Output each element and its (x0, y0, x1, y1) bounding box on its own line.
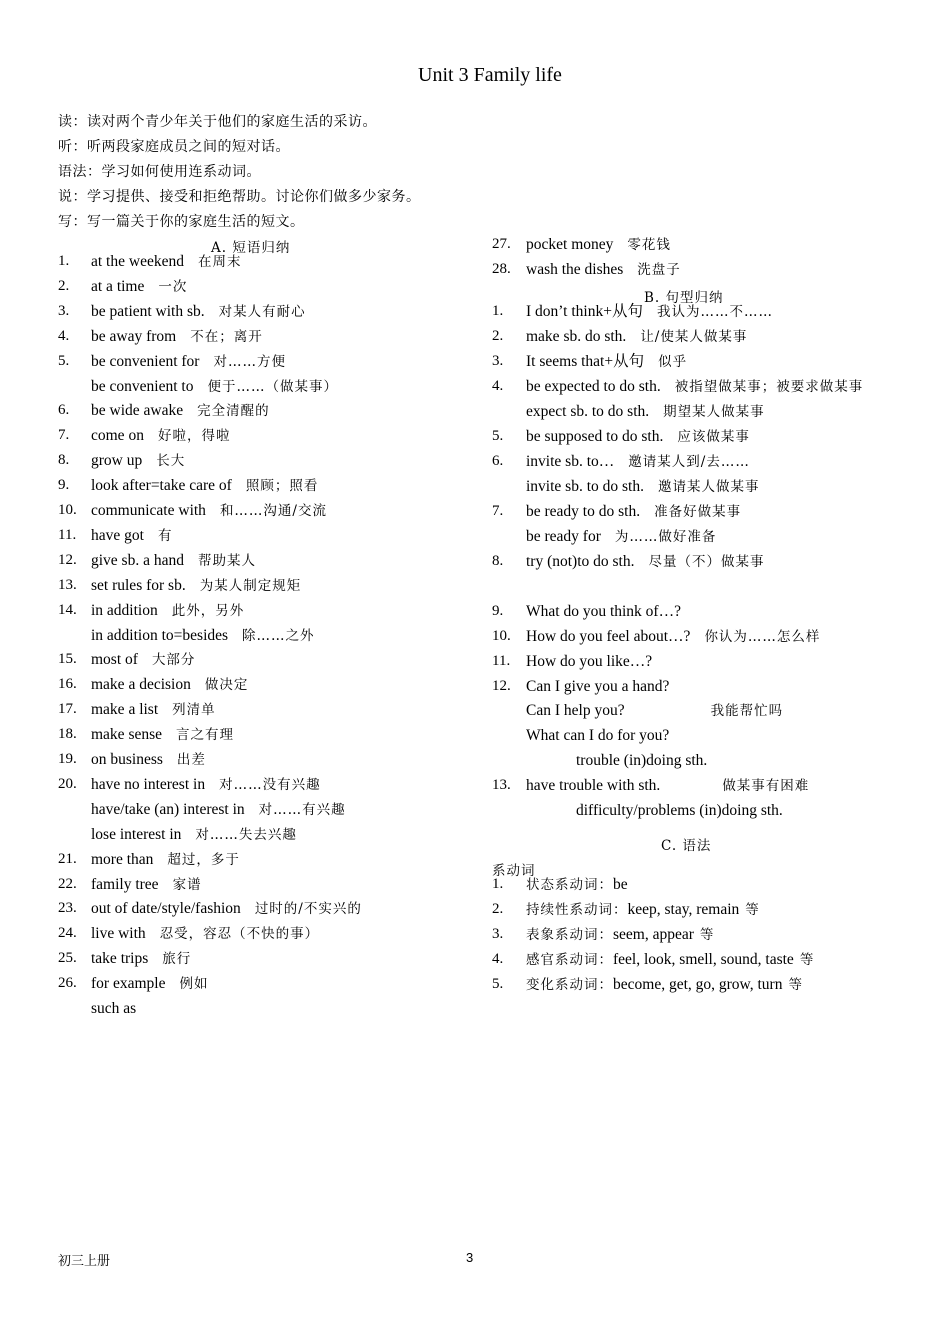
list-item (58, 501, 327, 520)
english-phrase: be patient with sb. (91, 302, 205, 320)
list-item (58, 725, 234, 744)
list-item (58, 626, 315, 645)
chinese-meaning: 帮助某人 (197, 552, 256, 569)
list-item (58, 352, 286, 371)
chinese-meaning: 我认为……不…… (656, 304, 773, 320)
chinese-meaning: 一次 (158, 278, 188, 295)
chinese-meaning: 邀请某人做某事 (657, 479, 760, 495)
etc-suffix: 等 (788, 976, 803, 993)
verb-examples: become, get, go, grow, turn (613, 975, 783, 993)
verb-category: 变化系动词： (526, 976, 613, 993)
list-item (58, 302, 306, 321)
list-item (58, 700, 216, 719)
english-phrase: be wide awake (91, 402, 184, 420)
chinese-meaning: 不在；离开 (190, 328, 263, 345)
item-number: 4. (492, 950, 504, 967)
english-phrase: in addition to=besides (91, 626, 229, 644)
chinese-meaning: 邀请某人到/去…… (628, 454, 750, 470)
english-phrase: I don’t think+从句 (526, 303, 643, 320)
english-phrase: take trips (91, 950, 149, 968)
item-number: 7. (492, 503, 504, 519)
verb-examples: seem, appear (613, 925, 694, 943)
list-item (492, 801, 797, 820)
english-phrase: come on (91, 427, 144, 445)
section-b-heading: B. 句型归纳 (644, 290, 724, 306)
list-item (58, 949, 191, 968)
chinese-meaning: 应该做某事 (677, 429, 750, 445)
english-phrase: most of (91, 651, 138, 669)
chinese-meaning: 此外，另外 (171, 602, 245, 619)
english-phrase: at the weekend (91, 253, 184, 270)
english-phrase: more than (91, 850, 154, 868)
list-item (58, 576, 301, 595)
english-phrase: trouble (in)doing sth. (576, 752, 708, 769)
list-item (58, 526, 172, 545)
item-number: 16. (58, 676, 77, 693)
chinese-meaning: 我能帮忙吗 (710, 703, 784, 719)
chinese-meaning: 出差 (176, 752, 206, 768)
list-item (492, 260, 681, 279)
verb-category: 持续性系动词： (526, 901, 628, 918)
english-phrase: difficulty/problems (in)doing sth. (576, 802, 783, 819)
list-item (492, 327, 747, 346)
chinese-meaning: 有 (157, 527, 173, 544)
item-number: 13. (492, 777, 511, 793)
english-phrase: live with (91, 925, 146, 943)
intro-speak: 说：学习提供、接受和拒绝帮助。讨论你们做多少家务。 (58, 189, 421, 205)
english-phrase: invite sb. to do sth. (526, 478, 644, 495)
list-item (492, 627, 820, 646)
list-item (492, 652, 666, 671)
english-phrase: expect sb. to do sth. (526, 403, 650, 420)
item-number: 1. (58, 253, 70, 269)
item-number: 15. (58, 651, 77, 668)
list-item (492, 726, 683, 745)
list-item (492, 302, 773, 321)
chinese-meaning: 为……做好准备 (614, 529, 717, 545)
chinese-meaning: 在周末 (197, 254, 242, 270)
english-phrase: be ready for (526, 528, 601, 545)
english-phrase: be expected to do sth. (526, 378, 661, 395)
english-phrase: such as (91, 1000, 137, 1017)
item-number: 11. (58, 526, 77, 543)
list-item (58, 327, 263, 346)
chinese-meaning: 大部分 (151, 652, 196, 669)
chinese-meaning: 除……之外 (242, 627, 315, 644)
item-number: 28. (492, 261, 511, 277)
item-number: 12. (492, 678, 511, 694)
english-phrase: How do you feel about…? (526, 628, 691, 645)
item-number: 13. (58, 576, 77, 593)
chinese-meaning: 言之有理 (176, 727, 235, 744)
chinese-meaning: 家谱 (172, 876, 202, 893)
etc-suffix: 等 (699, 926, 715, 943)
item-number: 3. (492, 925, 504, 942)
chinese-meaning: 和……沟通/交流 (219, 503, 327, 519)
english-phrase: Can I help you? (526, 702, 625, 719)
list-item (58, 650, 195, 669)
verb-examples: keep, stay, remain (627, 900, 740, 918)
list-item (58, 875, 202, 894)
chinese-meaning: 对……没有兴趣 (219, 776, 321, 793)
english-phrase: It seems that+从句 (526, 353, 645, 370)
list-item (58, 800, 346, 819)
item-number: 1. (492, 303, 504, 319)
list-item (492, 352, 687, 371)
list-item (58, 601, 244, 620)
english-phrase: have got (91, 526, 144, 544)
page-number: 3 (466, 1250, 474, 1265)
item-number: 17. (58, 701, 77, 718)
list-item (58, 825, 297, 844)
english-phrase: invite sb. to… (526, 453, 615, 470)
item-number: 21. (58, 850, 77, 867)
list-item (492, 527, 716, 546)
english-phrase: Can I give you a hand? (526, 678, 670, 695)
english-phrase: What do you think of…? (526, 603, 681, 620)
list-item (492, 427, 750, 446)
english-phrase: at a time (91, 277, 145, 295)
english-phrase: give sb. a hand (91, 551, 184, 569)
english-phrase: out of date/style/fashion (91, 900, 241, 918)
chinese-meaning: 超过，多于 (167, 851, 240, 868)
english-phrase: look after=take care of (91, 477, 232, 495)
chinese-meaning: 便于……（做某事） (207, 378, 338, 395)
english-phrase: grow up (91, 452, 143, 470)
list-item (492, 751, 721, 770)
list-item (492, 925, 714, 944)
list-item (58, 277, 187, 296)
list-item (58, 675, 248, 694)
item-number: 3. (492, 353, 504, 369)
english-phrase: be away from (91, 327, 177, 345)
list-item (58, 451, 185, 470)
chinese-meaning: 长大 (156, 453, 186, 470)
linking-verb-label: 系动词 (492, 863, 536, 879)
chinese-meaning: 被指望做某事；被要求做某事 (674, 379, 864, 395)
english-phrase: on business (91, 751, 163, 768)
chinese-meaning: 尽量（不）做某事 (648, 554, 765, 570)
list-item (492, 900, 760, 919)
verb-examples: be (613, 876, 628, 893)
english-phrase: communicate with (91, 502, 206, 519)
list-item (58, 924, 319, 943)
english-phrase: be supposed to do sth. (526, 428, 664, 445)
item-number: 14. (58, 601, 77, 618)
etc-suffix: 等 (745, 901, 760, 918)
item-number: 27. (492, 236, 511, 252)
list-item (492, 502, 741, 521)
section-c-heading: C. 语法 (661, 838, 712, 854)
english-phrase: set rules for sb. (91, 576, 186, 594)
item-number: 23. (58, 900, 77, 917)
item-number: 6. (492, 453, 504, 469)
item-number: 2. (58, 277, 70, 294)
list-item (492, 701, 783, 720)
list-item (58, 426, 230, 445)
chinese-meaning: 洗盘子 (637, 262, 681, 278)
list-item (58, 999, 150, 1018)
chinese-meaning: 准备好做某事 (654, 504, 742, 520)
item-number: 22. (58, 875, 77, 892)
chinese-meaning: 对……有兴趣 (258, 801, 346, 818)
section-a-heading: A. 短语归纳 (211, 240, 291, 256)
item-number: 8. (492, 553, 504, 569)
page-title: Unit 3 Family life (418, 64, 562, 86)
intro-grammar: 语法：学习如何使用连系动词。 (58, 164, 261, 180)
list-item (492, 402, 765, 421)
item-number: 24. (58, 925, 77, 942)
item-number: 1. (492, 876, 504, 892)
list-item (492, 602, 695, 621)
english-phrase: make a list (91, 701, 159, 719)
intro-listen: 听：听两段家庭成员之间的短对话。 (58, 139, 290, 155)
list-item (492, 975, 803, 994)
verb-category: 感官系动词： (526, 951, 613, 968)
item-number: 5. (58, 352, 70, 369)
item-number: 8. (58, 452, 70, 469)
intro-read: 读：读对两个青少年关于他们的家庭生活的采访。 (58, 114, 377, 130)
item-number: 7. (58, 427, 70, 444)
list-item (58, 551, 256, 570)
item-number: 2. (492, 900, 504, 917)
item-number: 6. (58, 402, 70, 419)
chinese-meaning: 你认为……怎么样 (704, 629, 821, 645)
list-item (492, 452, 750, 471)
list-item (58, 899, 362, 918)
english-phrase: What can I do for you? (526, 727, 670, 744)
chinese-meaning: 做决定 (204, 677, 249, 694)
chinese-meaning: 似乎 (658, 354, 688, 370)
chinese-meaning: 对……失去兴趣 (195, 826, 297, 843)
item-number: 25. (58, 950, 77, 967)
chinese-meaning: 做某事有困难 (722, 778, 810, 794)
chinese-meaning: 期望某人做某事 (663, 404, 765, 420)
list-item (492, 552, 765, 571)
list-item (58, 476, 318, 495)
chinese-meaning: 例如 (179, 976, 209, 993)
item-number: 9. (492, 603, 504, 619)
chinese-meaning: 让/使某人做某事 (640, 329, 748, 345)
list-item (492, 477, 759, 496)
chinese-meaning: 完全清醒的 (197, 403, 270, 420)
list-item (492, 377, 863, 396)
footer-book-label: 初三上册 (58, 1254, 111, 1269)
english-phrase: family tree (91, 875, 159, 893)
list-item (58, 401, 270, 420)
list-item (58, 850, 240, 869)
item-number: 5. (492, 428, 504, 444)
list-item (492, 950, 814, 969)
english-phrase: be ready to do sth. (526, 503, 641, 520)
english-phrase: make a decision (91, 676, 191, 694)
list-item (492, 677, 683, 696)
english-phrase: wash the dishes (526, 261, 624, 278)
item-number: 26. (58, 975, 77, 992)
chinese-meaning: 列清单 (172, 702, 216, 719)
verb-examples: feel, look, smell, sound, taste (613, 950, 794, 968)
list-item (492, 776, 809, 795)
item-number: 2. (492, 328, 504, 344)
english-phrase: lose interest in (91, 825, 182, 843)
list-item (58, 974, 208, 993)
item-number: 9. (58, 477, 70, 494)
english-phrase: make sb. do sth. (526, 328, 627, 345)
chinese-meaning: 对……方便 (213, 353, 286, 370)
item-number: 5. (492, 975, 504, 992)
item-number: 10. (492, 628, 511, 644)
item-number: 12. (58, 551, 77, 568)
list-item (58, 750, 206, 769)
etc-suffix: 等 (799, 951, 815, 968)
english-phrase: for example (91, 975, 166, 993)
chinese-meaning: 旅行 (162, 951, 192, 968)
english-phrase: in addition (91, 601, 158, 619)
english-phrase: make sense (91, 726, 163, 744)
item-number: 11. (492, 653, 511, 669)
english-phrase: be convenient for (91, 352, 200, 370)
list-item (58, 775, 321, 794)
list-item (58, 377, 338, 396)
list-item (492, 235, 671, 254)
list-item (492, 875, 634, 894)
item-number: 18. (58, 726, 77, 743)
english-phrase: have trouble with sth. (526, 777, 661, 794)
chinese-meaning: 好啦，得啦 (157, 428, 231, 445)
chinese-meaning: 照顾；照看 (245, 478, 319, 495)
chinese-meaning: 对某人有耐心 (218, 303, 306, 320)
verb-category: 表象系动词： (526, 926, 613, 943)
item-number: 4. (58, 327, 70, 344)
intro-write: 写：写一篇关于你的家庭生活的短文。 (58, 214, 305, 230)
item-number: 4. (492, 378, 504, 394)
chinese-meaning: 零花钱 (627, 237, 671, 253)
english-phrase: pocket money (526, 236, 614, 253)
item-number: 20. (58, 775, 77, 792)
english-phrase: be convenient to (91, 377, 194, 395)
chinese-meaning: 为某人制定规矩 (199, 577, 302, 594)
item-number: 3. (58, 302, 70, 319)
english-phrase: try (not)to do sth. (526, 553, 635, 570)
list-item (58, 252, 241, 271)
english-phrase: have/take (an) interest in (91, 800, 245, 818)
item-number: 19. (58, 751, 77, 767)
verb-category: 状态系动词： (526, 877, 613, 893)
english-phrase: How do you like…? (526, 653, 653, 670)
item-number: 10. (58, 502, 77, 518)
chinese-meaning: 忍受，容忍（不快的事） (159, 926, 320, 943)
english-phrase: have no interest in (91, 775, 206, 793)
chinese-meaning: 过时的/不实兴的 (254, 901, 362, 918)
